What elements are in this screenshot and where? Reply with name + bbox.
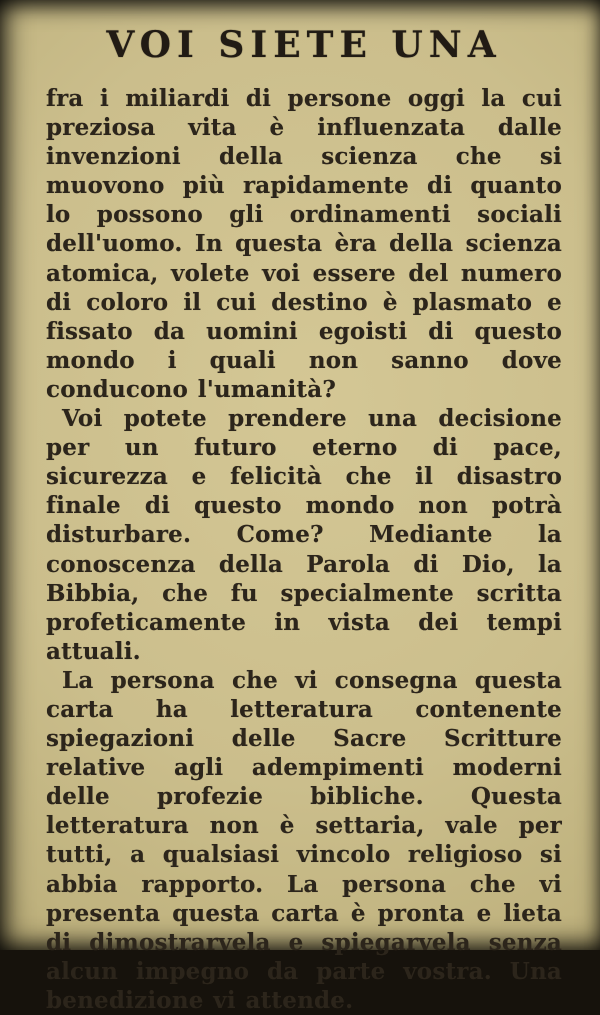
page-content (46, 20, 562, 1014)
paragraph: Voi potete prendere una decisione per un futuro eterno di pace, sicurezza e felicità che il disastro finale di questo mondo non potrà disturbare. Come? Mediante la conoscenza della Parola di Dio, la Bibbia, che fu specialmente scritta profeticamente in vista dei tempi attuali. (46, 405, 562, 665)
page-title: VOI SIETE UNA (106, 24, 502, 66)
paragraph: fra i miliardi di persone oggi la cui preziosa vita è influenzata dalle invenzioni della scienza che si muovono più rapidamente di quanto lo possono gli ordinamenti sociali dell'uomo. In questa èra della scienza atomica, volete voi essere del numero di coloro il cui destino è plasmato e fissato da uomini egoisti di questo mondo i quali non sanno dove conducono l'umanità? (46, 85, 562, 403)
body-text (46, 84, 562, 1015)
paragraph: La persona che vi consegna questa carta ha letteratura contenente spiegazioni delle Sacre Scritture relative agli adempimenti moderni delle profezie bibliche. Questa letteratura non è settaria, vale per tutti, a qualsiasi vincolo religioso si abbia rapporto. La persona che vi presenta questa carta è pronta e lieta di dimostrarvela e spiegarvela senza alcun impegno da parte vostra. Una benedizione vi attende. (46, 666, 562, 1014)
